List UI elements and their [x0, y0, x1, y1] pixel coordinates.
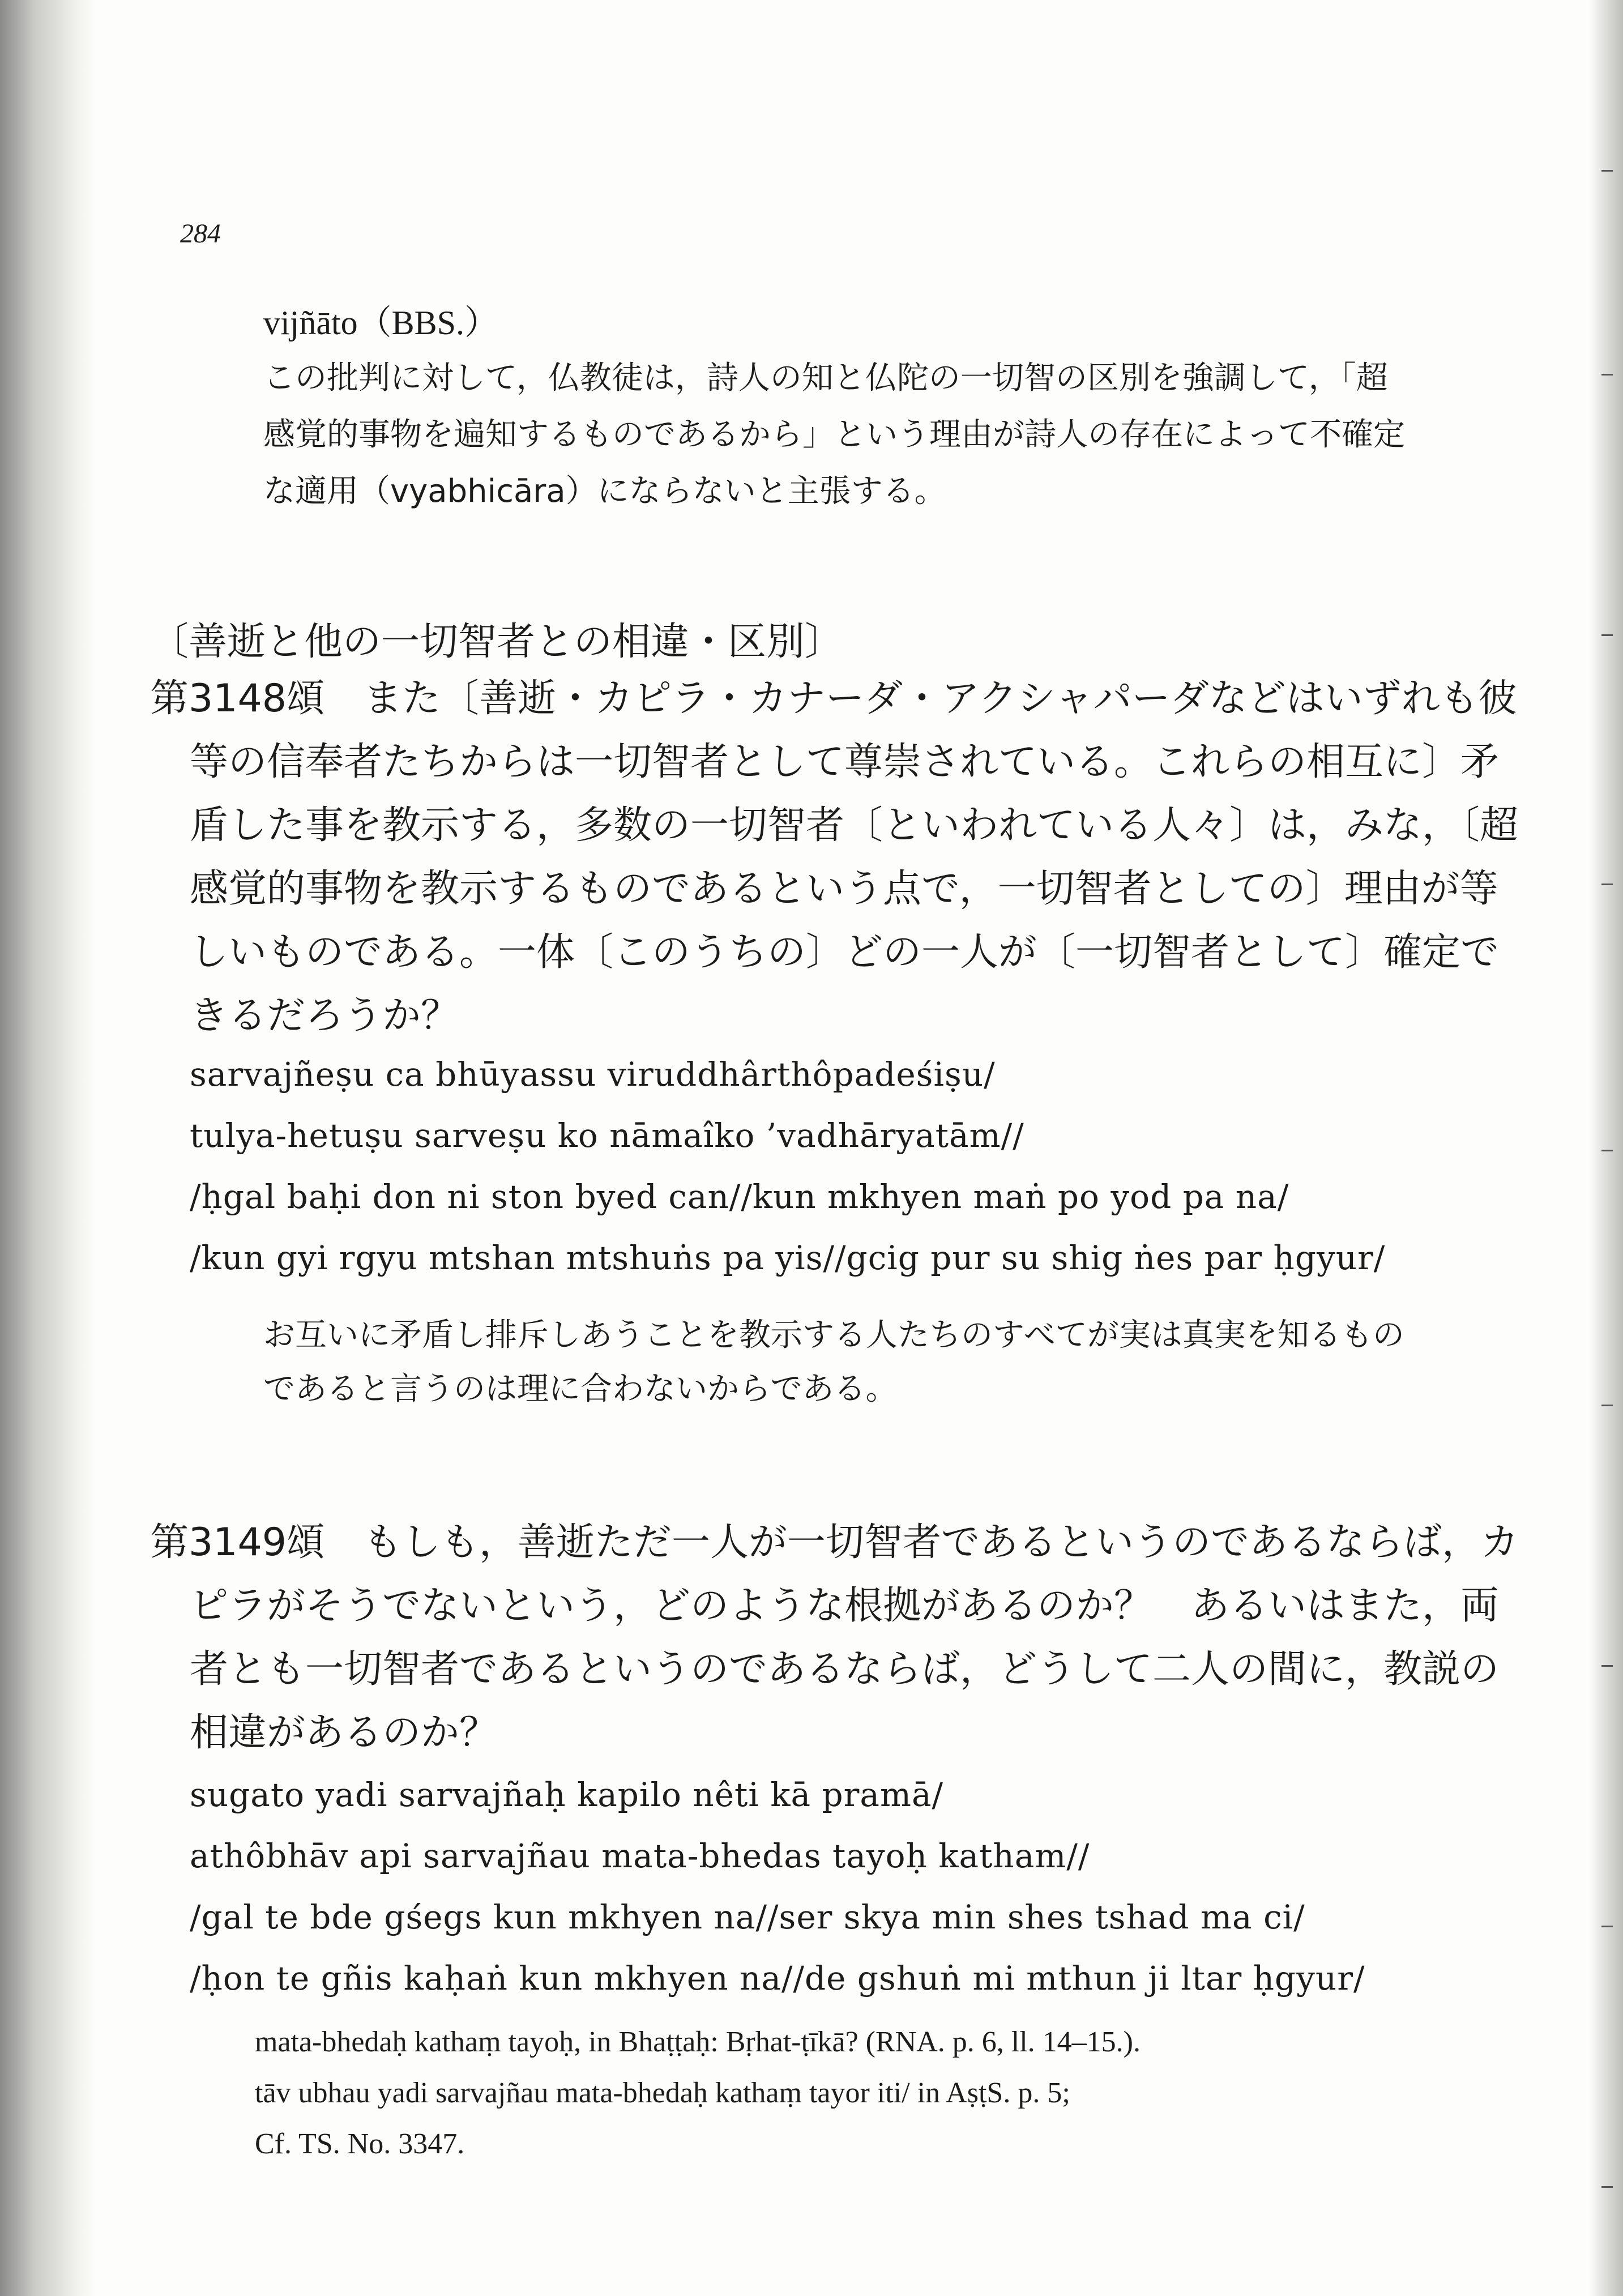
note-line: mata-bhedaḥ kathaṃ tayoḥ, in Bhaṭṭaḥ: Bṛhat-ṭīkā? (RNA. p. 6, ll. 14–15.). — [255, 2026, 1141, 2058]
translation-line: 者とも一切智者であるというのであるならば，どうして二人の間に，教説の — [190, 1647, 1500, 1692]
source-citation: vijñāto（BBS.） — [263, 304, 499, 342]
margin-tick — [1601, 634, 1613, 636]
translation-line: きるだろうか？ — [190, 993, 460, 1038]
sanskrit-line: athôbhāv api sarvajñau mata-bhedas tayoḥ katham// — [190, 1837, 1090, 1875]
sanskrit-line: sugato yadi sarvajñaḥ kapilo nêti kā pramā/ — [190, 1776, 944, 1814]
sanskrit-line: tulya-hetuṣu sarveṣu ko nāmaîko ’vadhāryatām// — [190, 1116, 1024, 1155]
commentary-line: この批判に対して，仏教徒は，詩人の知と仏陀の一切智の区別を強調して，「超 — [263, 360, 1388, 396]
note-line: tāv ubhau yadi sarvajñau mata-bhedaḥ kathaṃ tayor iti/ in AṣṭS. p. 5; — [255, 2077, 1070, 2109]
margin-tick — [1601, 2186, 1613, 2188]
margin-tick — [1601, 884, 1613, 885]
margin-tick — [1601, 1405, 1613, 1406]
margin-tick — [1601, 374, 1613, 375]
note-line: Cf. TS. No. 3347. — [255, 2128, 465, 2160]
scan-shadow-left — [0, 0, 96, 2296]
margin-tick — [1601, 1665, 1613, 1667]
translation-line: 第3148頌 また〔善逝・カピラ・カナーダ・アクシャパーダなどはいずれも彼 — [150, 676, 1517, 721]
margin-tick — [1601, 1150, 1613, 1151]
note-line: であると言うのは理に合わないからである。 — [263, 1371, 898, 1407]
translation-line: 等の信奉者たちからは一切智者として尊崇されている。これらの相互に〕矛 — [190, 740, 1500, 784]
translation-line: 第3149頌 もしも，善逝ただ一人が一切智者であるというのであるならば，カ — [150, 1520, 1519, 1565]
tibetan-line: /ḥgal baḥi don ni ston byed can//kun mkhyen maṅ po yod pa na/ — [190, 1177, 1289, 1216]
margin-tick — [1601, 170, 1613, 172]
section-heading: 〔善逝と他の一切智者との相違・区別〕 — [150, 620, 844, 664]
margin-tick — [1601, 1926, 1613, 1927]
page-number: 284 — [180, 219, 221, 249]
translation-line: 盾した事を教示する，多数の一切智者〔といわれている人々〕は，みな，〔超 — [190, 803, 1519, 848]
scan-shadow-right — [1589, 0, 1623, 2296]
tibetan-line: /gal te bde gśegs kun mkhyen na//ser skya min shes tshad ma ci/ — [190, 1898, 1305, 1936]
sanskrit-line: sarvajñeṣu ca bhūyassu viruddhârthôpadeśiṣu/ — [190, 1055, 996, 1094]
tibetan-line: /kun gyi rgyu mtshan mtshuṅs pa yis//gcig pur su shig ṅes par ḥgyur/ — [190, 1239, 1386, 1277]
commentary-line: な適用（vyabhicāra）にならないと主張する。 — [263, 473, 946, 510]
note-line: お互いに矛盾し排斥しあうことを教示する人たちのすべてが実は真実を知るもの — [263, 1317, 1404, 1354]
translation-line: しいものである。一体〔このうちの〕どの一人が〔一切智者として〕確定で — [190, 930, 1500, 975]
commentary-line: 感覚的事物を遍知するものであるから」という理由が詩人の存在によって不確定 — [263, 416, 1405, 453]
translation-line: ピラがそうでないという，どのような根拠があるのか？ あるいはまた，両 — [190, 1584, 1500, 1628]
translation-line: 感覚的事物を教示するものであるという点で，一切智者としての〕理由が等 — [190, 867, 1498, 911]
translation-line: 相違があるのか？ — [190, 1710, 498, 1755]
tibetan-line: /ḥon te gñis kaḥaṅ kun mkhyen na//de gshuṅ mi mthun ji ltar ḥgyur/ — [190, 1959, 1365, 1998]
